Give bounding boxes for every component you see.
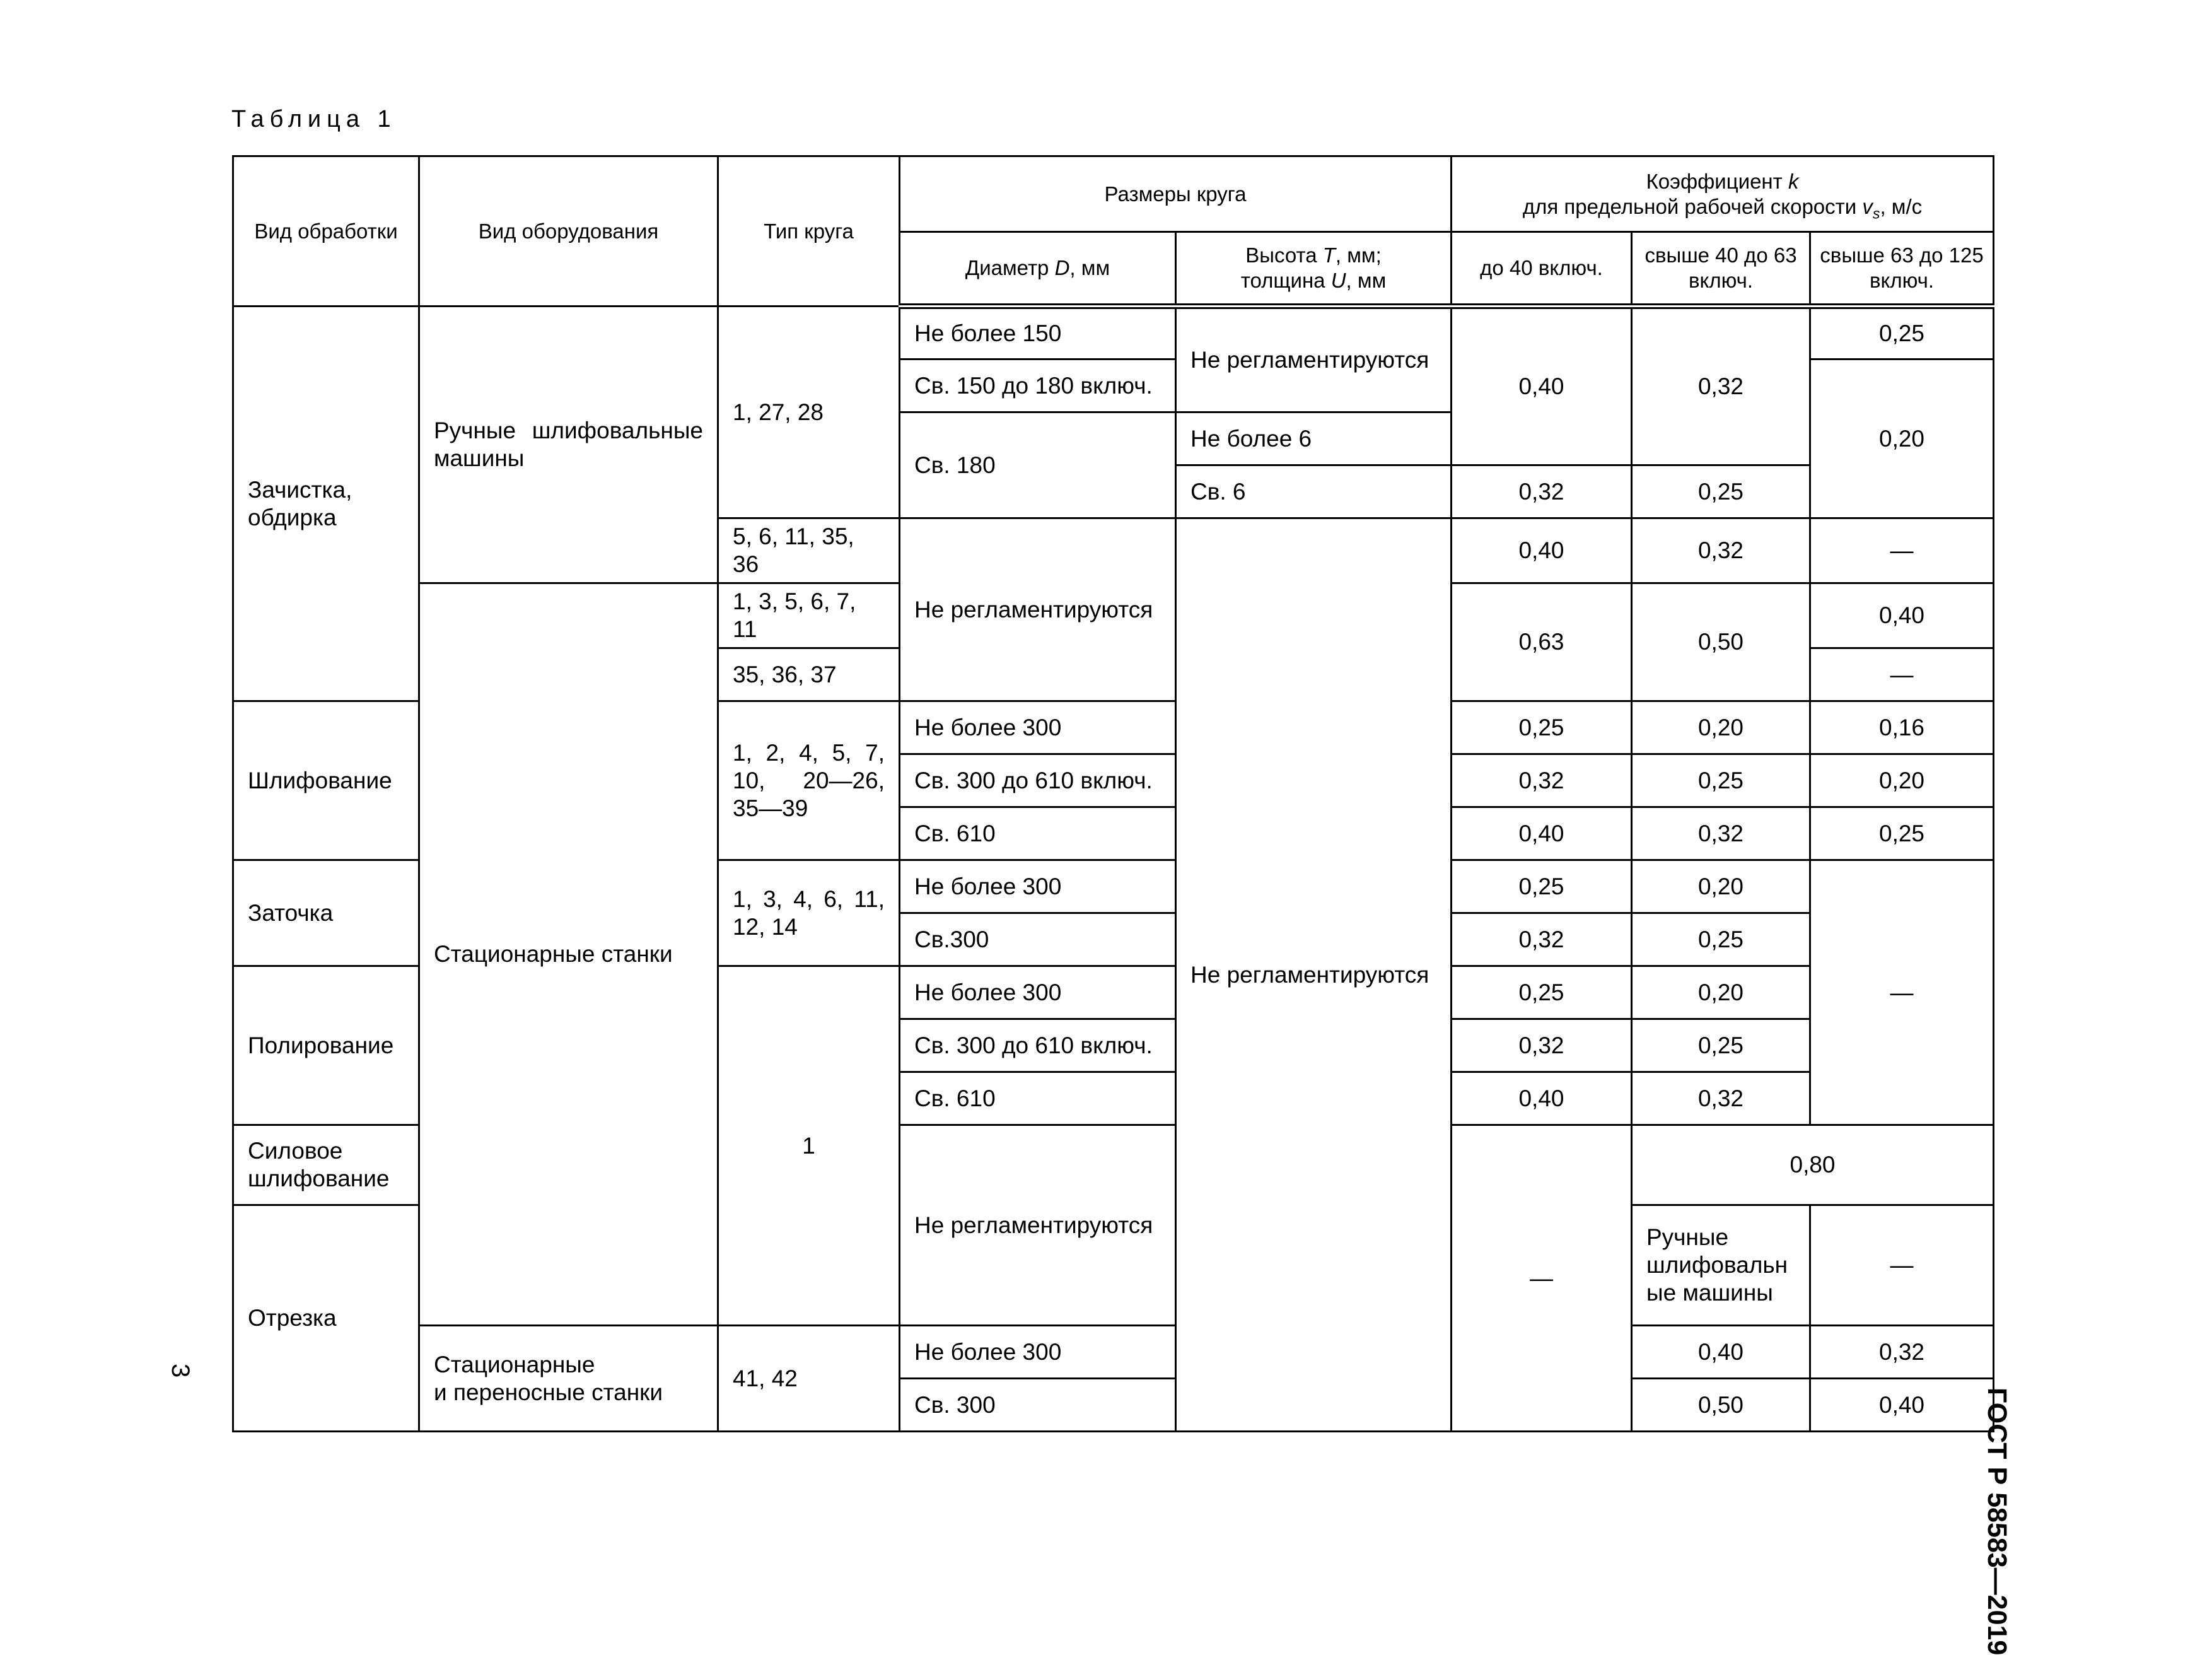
header-vid-oborudovaniya: Вид оборудования bbox=[419, 156, 718, 307]
op-silovoe: Силовое шлифование bbox=[233, 1125, 419, 1205]
header-diametr bbox=[900, 232, 1176, 307]
d-pol-2: Св. 300 до 610 включ. bbox=[900, 1019, 1176, 1072]
header-vysota-label: Высота bbox=[1245, 243, 1323, 267]
type-1-27-28: 1, 27, 28 bbox=[718, 307, 900, 518]
k-r9-c3: 0,20 bbox=[1810, 754, 1994, 807]
k-r11-c2: 0,20 bbox=[1632, 860, 1810, 913]
type-41-42: 41, 42 bbox=[718, 1326, 900, 1432]
k-r5-c2: 0,32 bbox=[1632, 518, 1810, 583]
header-diametr-unit: , мм bbox=[1069, 256, 1110, 279]
k-r13-c1: 0,25 bbox=[1452, 966, 1632, 1019]
d-pol-3: Св. 610 bbox=[900, 1072, 1176, 1125]
k-r5-c3: — bbox=[1810, 518, 1994, 583]
header-razmery-kruga: Размеры круга bbox=[900, 156, 1452, 232]
k-r13-c2: 0,20 bbox=[1632, 966, 1810, 1019]
k-r11-c3: — bbox=[1810, 860, 1994, 1125]
op-otrezka: Отрезка bbox=[233, 1205, 419, 1432]
eq-stacionarnye: Стационарные станки bbox=[419, 583, 718, 1326]
k-r6-c2: 0,50 bbox=[1632, 583, 1810, 701]
header-tolshchina-unit: , мм bbox=[1346, 269, 1387, 292]
k-r2-c3: 0,20 bbox=[1810, 360, 1994, 518]
k-r10-c1: 0,40 bbox=[1452, 807, 1632, 860]
eq-ruchnye-2: Ручные шлифовальные машины bbox=[1632, 1205, 1810, 1326]
header-speed-subscript: s bbox=[1872, 205, 1880, 222]
header-diametr-symbol: D bbox=[1054, 256, 1070, 279]
d-ne-reg-2: Не регламентируются bbox=[900, 1125, 1176, 1326]
d-ne-bolee-150: Не более 150 bbox=[900, 307, 1176, 360]
header-k-col2: свыше 40 до 63 включ. bbox=[1632, 232, 1810, 307]
k-r17-c2: — bbox=[1810, 1205, 1994, 1326]
d-otr-2: Св. 300 bbox=[900, 1379, 1176, 1432]
k-r4-c1: 0,32 bbox=[1452, 465, 1632, 518]
d-pol-1: Не более 300 bbox=[900, 966, 1176, 1019]
k-r16-c1: — bbox=[1452, 1125, 1632, 1432]
type-shlifovanie: 1, 2, 4, 5, 7, 10, 20—26, 35—39 bbox=[718, 701, 900, 860]
op-shlifovanie: Шлифование bbox=[233, 701, 419, 860]
k-r10-c2: 0,32 bbox=[1632, 807, 1810, 860]
header-koef-label: Коэффициент bbox=[1646, 169, 1788, 193]
document-code: ГОСТ Р 58583—2019 bbox=[1982, 1388, 2012, 1655]
op-zatochka: Заточка bbox=[233, 860, 419, 966]
op-zachistka: Зачистка, обдирка bbox=[233, 307, 419, 701]
k-r1-c2: 0,32 bbox=[1632, 307, 1810, 465]
page-number: 3 bbox=[166, 1364, 194, 1378]
k-r14-c1: 0,32 bbox=[1452, 1019, 1632, 1072]
header-speed-symbol: v bbox=[1862, 194, 1873, 218]
k-r12-c1: 0,32 bbox=[1452, 913, 1632, 966]
header-speed-unit: , м/с bbox=[1880, 194, 1923, 218]
table-caption: Таблица 1 bbox=[231, 106, 397, 132]
d-sv-180: Св. 180 bbox=[900, 412, 1176, 518]
k-r12-c2: 0,25 bbox=[1632, 913, 1810, 966]
k-r4-c2: 0,25 bbox=[1632, 465, 1810, 518]
d-otr-1: Не более 300 bbox=[900, 1326, 1176, 1379]
k-r6-c1: 0,63 bbox=[1452, 583, 1632, 701]
header-koef-speed-label: для предельной рабочей скорости bbox=[1522, 194, 1863, 218]
header-vysota-symbol: T bbox=[1322, 243, 1336, 267]
k-r15-c2: 0,32 bbox=[1632, 1072, 1810, 1125]
k-r15-c1: 0,40 bbox=[1452, 1072, 1632, 1125]
type-1-3-5-6-7-11: 1, 3, 5, 6, 7, 11 bbox=[718, 583, 900, 648]
header-vysota-unit: , мм; bbox=[1335, 243, 1382, 267]
d-shlif-1: Не более 300 bbox=[900, 701, 1176, 754]
k-r8-c3: 0,16 bbox=[1810, 701, 1994, 754]
header-vysota-tolshchina bbox=[1176, 232, 1452, 307]
k-r7-c3: — bbox=[1810, 648, 1994, 701]
k-r8-c1: 0,25 bbox=[1452, 701, 1632, 754]
k-r19-c3: 0,40 bbox=[1810, 1379, 1994, 1432]
h-sv-6: Св. 6 bbox=[1176, 465, 1452, 518]
header-tolshchina-symbol: U bbox=[1330, 269, 1346, 292]
d-sv-150-180: Св. 150 до 180 включ. bbox=[900, 360, 1176, 412]
h-ne-reg-1: Не регламентируются bbox=[1176, 307, 1452, 412]
d-shlif-3: Св. 610 bbox=[900, 807, 1176, 860]
k-r9-c2: 0,25 bbox=[1632, 754, 1810, 807]
type-35-36-37: 35, 36, 37 bbox=[718, 648, 900, 701]
h-ne-bolee-6: Не более 6 bbox=[1176, 412, 1452, 465]
header-koefficient bbox=[1452, 156, 1994, 232]
h-ne-reg-2: Не регламентируются bbox=[1176, 518, 1452, 1432]
k-r5-c1: 0,40 bbox=[1452, 518, 1632, 583]
type-1: 1 bbox=[718, 966, 900, 1326]
k-r9-c1: 0,32 bbox=[1452, 754, 1632, 807]
d-zat-2: Св.300 bbox=[900, 913, 1176, 966]
d-shlif-2: Св. 300 до 610 включ. bbox=[900, 754, 1176, 807]
header-tolshchina-label: толщина bbox=[1240, 269, 1331, 292]
header-k-col1: до 40 включ. bbox=[1452, 232, 1632, 307]
eq-stac-perenosnye-line2: и переносные станки bbox=[434, 1379, 663, 1405]
k-r16-c23: 0,80 bbox=[1632, 1125, 1994, 1205]
k-r19-c2: 0,50 bbox=[1632, 1379, 1810, 1432]
k-r14-c2: 0,25 bbox=[1632, 1019, 1810, 1072]
op-polirovanie: Полирование bbox=[233, 966, 419, 1125]
k-r11-c1: 0,25 bbox=[1452, 860, 1632, 913]
header-vid-obrabotki: Вид обработки bbox=[233, 156, 419, 307]
d-zat-1: Не более 300 bbox=[900, 860, 1176, 913]
d-ne-reg-1: Не регламентируются bbox=[900, 518, 1176, 701]
k-r18-c2: 0,40 bbox=[1632, 1326, 1810, 1379]
header-diametr-label: Диаметр bbox=[965, 256, 1055, 279]
k-r1-c1: 0,40 bbox=[1452, 307, 1632, 465]
header-tip-kruga: Тип круга bbox=[718, 156, 900, 307]
k-r18-c3: 0,32 bbox=[1810, 1326, 1994, 1379]
eq-stac-perenosnye-line1: Стационарные bbox=[434, 1351, 595, 1377]
k-r8-c2: 0,20 bbox=[1632, 701, 1810, 754]
type-zatochka: 1, 3, 4, 6, 11, 12, 14 bbox=[718, 860, 900, 966]
eq-stac-perenosnye bbox=[419, 1326, 718, 1432]
header-k-col3: свыше 63 до 125 включ. bbox=[1810, 232, 1994, 307]
type-5-6-11-35-36: 5, 6, 11, 35, 36 bbox=[718, 518, 900, 583]
header-koef-symbol: k bbox=[1788, 169, 1799, 193]
eq-ruchnye-1: Ручные шлифовальные машины bbox=[419, 307, 718, 583]
k-r6-c3: 0,40 bbox=[1810, 583, 1994, 648]
coefficient-table bbox=[232, 155, 1994, 1432]
k-r1-c3: 0,25 bbox=[1810, 307, 1994, 360]
k-r10-c3: 0,25 bbox=[1810, 807, 1994, 860]
